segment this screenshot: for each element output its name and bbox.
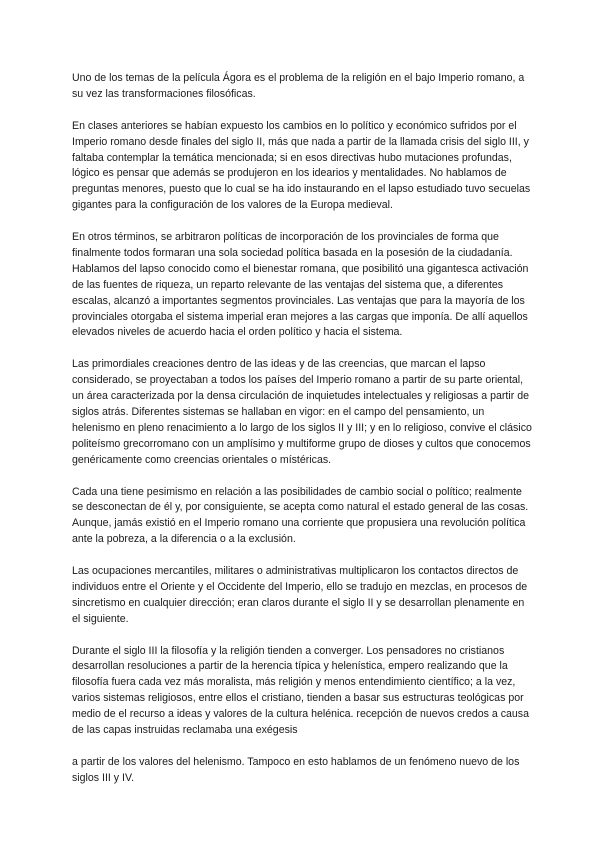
paragraph-incorporation: En otros términos, se arbitraron políticas de incorporación de los provinciales de forma que finalmente todos formaran una sola sociedad política basada en la posesión de la ciudadanía.: [72, 231, 513, 259]
paragraph-creations: Las primordiales creaciones dentro de las ideas y de las creencias, que marcan el lapso considerado, se proyectaban a todos los países del Imperio romano a partir de su parte oriental, un área caracterizada por la densa circulación de inquietudes intelectuales y religiosas a partir de siglos atrás. Diferentes sistemas se hallaban en vigor: en el campo del pensamiento, un helenismo en pleno renacimiento a lo largo de los siglos II y III; y en lo religioso, convive el clásico politeísmo grecorromano con un amplísimo y multiforme grupo de dioses y cultos que conocemos genéricamente como creencias orientales o místéricas.: [72, 358, 532, 466]
document-body: [72, 71, 534, 803]
paragraph-pessimism: Cada una tiene pesimismo en relación a las posibilidades de cambio social o político; realmente se desconectan de él y, por consiguiente, se acepta como natural el estado general de las cosas. Aunque, jamás existió en el Imperio romano una corriente que propusiera una revolución política ante la pobreza, a la diferencia o a la exclusión.: [72, 485, 529, 546]
paragraph-occupations: Las ocupaciones mercantiles, militares o administrativas multiplicaron los contactos directos de individuos entre el Oriente y el Occidente del Imperio, ello se tradujo en mezclas, en procesos de sincretismo en cualquier dirección; eran claros durante el siglo II y se desarrollan plenamente en el siguiente.: [72, 565, 528, 625]
paragraph-crisis: En clases anteriores se habían expuesto los cambios en lo político y económico sufridos por el Imperio romano desde finales del siglo II, más que nada a partir de la llamada crisis del siglo III, y faltaba contemplar la temática mencionada; si en esos directivas hubo mutaciones profundas, lógico es pensar que además se produjeron en los idearios y mentalidades. No hablamos de preguntas menores, puesto que lo cual se ha ido instaurando en el lapso estudiado tuvo secuelas gigantes para la configuración de los valores de la Europa medieval.: [72, 119, 531, 212]
paragraph-third-century: Durante el siglo III la filosofía y la religión tienden a converger. Los pensadores no cristianos desarrollan resoluciones a partir de la herencia típica y helenística, empero realizando que la filosofía fuera cada vez más moralista, más religión y menos entendimiento científico; a la vez, varios sistemas religiosos, entre ellos el cristiano, tienden a basar sus estructuras teológicas por medio de el recurso a ideas y valores de la cultura helénica. recepción de nuevos credos a causa de las capas instruidas reclamaba una exégesis: [72, 644, 529, 737]
paragraph-wellbeing: Hablamos del lapso conocido como el bienestar romana, que posibilitó una gigantesca activación de las fuentes de riqueza, un reparto relevante de las ventajas del sistema que, a diferentes escalas, alcanzó a importantes segmentos provinciales. Las ventajas que para la mayoría de los provinciales otorgaba el sistema imperial eran mejores a las cargas que imponía. De allí aquellos elevados niveles de acuerdo hacia el orden político y hacia el sistema.: [72, 262, 529, 339]
paragraph-hellenism: a partir de los valores del helenismo. Tampoco en esto hablamos de un fenómeno nuevo de los siglos III y IV.: [72, 755, 520, 784]
paragraph-intro: Uno de los temas de la película Ágora es el problema de la religión en el bajo Imperio romano, a su vez las transformaciones filosóficas.: [72, 72, 525, 100]
